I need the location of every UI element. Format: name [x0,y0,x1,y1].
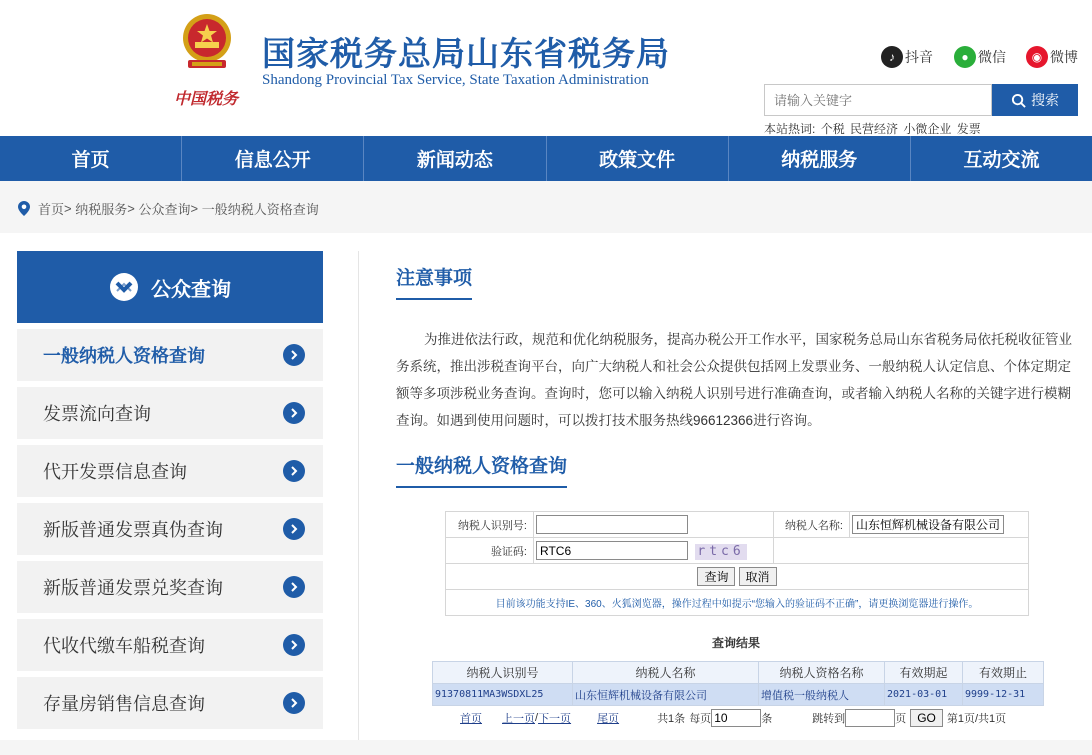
result-table [432,661,1044,706]
wechat-icon: ● [954,46,976,68]
cell-valid-from: 2021-03-01 [885,684,963,706]
column-header: 纳税人资格名称 [759,662,885,684]
sidebar [17,251,323,729]
notice-text: 为推进依法行政，规范和优化纳税服务，提高办税公开工作水平，国家税务总局山东省税务局依托税收征管业务系统，推出涉税查询平台，向广大纳税人和社会公众提供包括网上发票业务、一般纳税人认定信息、个体定期定额等多项涉税业务查询。查询时，您可以输入纳税人识别号进行准确查询，或者输入纳税人名称的关键字进行模糊查询。如遇到使用问题时，可以拨打技术服务热线96612366进行咨询。 [396,332,1072,428]
brand-calligraphy: 中国税务 [174,89,239,108]
jump-label: 跳转到 [812,713,846,725]
prev-page-link[interactable]: 上一页 [502,713,535,725]
chevron-right-icon [283,402,305,424]
chevron-right-icon [283,692,305,714]
query-title: 一般纳税人资格查询 [396,451,567,488]
table-row[interactable] [433,684,1044,706]
taxpayer-id-label: 纳税人识别号: [446,512,534,538]
browser-tip: 目前该功能支持IE、360、火狐浏览器，操作过程中如提示“您输入的验证码不正确”，请更换浏览器进行操作。 [446,590,1029,616]
table-header-row [433,662,1044,684]
breadcrumb: 首页 > 纳税服务 > 公众查询 > 一般纳税人资格查询 [18,199,319,218]
footer-strip [0,740,1092,755]
national-emblem-icon [170,12,244,74]
sidebar-item-label: 代开发票信息查询 [43,462,187,482]
cell-taxpayer-name: 山东恒辉机械设备有限公司 [573,684,759,706]
breadcrumb-public-query[interactable]: 公众查询 [138,202,191,217]
sidebar-header [17,251,323,323]
column-header: 纳税人识别号 [433,662,573,684]
chevron-right-icon [283,460,305,482]
site-title: 国家税务总局山东省税务局 [262,34,670,73]
notice-title: 注意事项 [396,263,472,300]
column-header: 有效期起 [885,662,963,684]
breadcrumb-bar [0,181,1092,233]
total-count: 共1条 [657,713,686,725]
cancel-button[interactable]: 取消 [739,567,777,586]
query-form [445,511,1029,616]
cell-taxpayer-id: 91370811MA3WSDXL25 [433,684,573,706]
breadcrumb-current[interactable]: 一般纳税人资格查询 [201,202,319,217]
location-pin-icon [18,201,30,216]
main-nav [0,136,1092,181]
first-page-link[interactable]: 首页 [460,713,482,725]
result-title: 查询结果 [711,636,760,650]
go-button[interactable]: GO [910,709,943,727]
wechat-label: 微信 [978,49,1006,65]
search-icon [1011,93,1026,108]
weibo-link[interactable] [1026,46,1078,68]
chevron-right-icon [283,634,305,656]
hotwords [764,120,981,137]
nav-item-info[interactable]: 信息公开 [182,136,364,181]
query-logo-icon [109,272,139,302]
column-header: 有效期止 [963,662,1044,684]
sidebar-item-house-sales[interactable] [17,677,323,729]
sidebar-item-label: 新版普通发票真伪查询 [43,520,223,540]
sidebar-title: 公众查询 [151,278,231,301]
per-page-label: 每页 [689,713,712,725]
search-button-label: 搜索 [1031,92,1059,108]
chevron-right-icon [283,344,305,366]
search-button[interactable] [992,84,1078,116]
site-title-en: Shandong Provincial Tax Service, State Taxation Administration [262,72,649,88]
nav-item-interaction[interactable]: 互动交流 [963,150,1040,171]
breadcrumb-home[interactable]: 首页 [38,202,65,217]
jump-unit: 页 [895,713,907,725]
sidebar-item-label: 存量房销售信息查询 [43,694,205,714]
sidebar-item-vehicle-tax[interactable] [17,619,323,671]
captcha-label: 验证码: [446,538,534,564]
sidebar-item-invoice-verify[interactable] [17,503,323,555]
hotword-link[interactable]: 小微企业 [903,122,952,136]
taxpayer-name-label: 纳税人名称: [774,512,850,538]
hotwords-label: 本站热词: [764,122,816,136]
nav-item-home[interactable]: 首页 [0,136,182,181]
breadcrumb-service[interactable]: 纳税服务 [75,202,128,217]
sidebar-item-invoice-lottery[interactable] [17,561,323,613]
douyin-link[interactable] [881,46,933,68]
weibo-icon: ◉ [1026,46,1048,68]
main-content [396,251,1076,725]
site-header [0,0,1092,136]
sidebar-item-label: 一般纳税人资格查询 [43,346,205,366]
sidebar-item-general-taxpayer[interactable] [17,329,323,381]
pagination: 首页 上一页 / 下一页 尾页 共1条 每页 10 条 跳转到 页 GO 第1页/共1页 [432,709,1044,727]
sidebar-item-label: 新版普通发票兑奖查询 [43,578,223,598]
taxpayer-name-input[interactable] [852,515,1004,534]
nav-item-service[interactable]: 纳税服务 [729,136,911,181]
column-header: 纳税人名称 [573,662,759,684]
douyin-icon: ♪ [881,46,903,68]
per-page-input[interactable] [711,709,761,727]
page-info: 第1页/共1页 [946,713,1007,725]
search-input[interactable] [764,84,992,116]
weibo-label: 微博 [1050,49,1078,65]
cell-valid-to: 9999-12-31 [963,684,1044,706]
sidebar-item-label: 发票流向查询 [43,404,151,424]
captcha-input[interactable] [536,541,688,560]
hotword-link[interactable]: 个税 [820,122,845,136]
hotword-link[interactable]: 民营经济 [850,122,899,136]
sidebar-item-issued-invoice[interactable] [17,445,323,497]
next-page-link[interactable]: 下一页 [538,713,572,725]
chevron-right-icon [283,518,305,540]
nav-item-news[interactable]: 新闻动态 [364,136,546,181]
chevron-right-icon [283,576,305,598]
douyin-label: 抖音 [905,49,933,65]
sidebar-item-invoice-flow[interactable] [17,387,323,439]
cell-qualification: 增值税一般纳税人 [759,684,885,706]
captcha-image[interactable]: rtc6 [695,544,747,560]
sidebar-item-label: 代收代缴车船税查询 [43,636,205,656]
nav-item-policy[interactable]: 政策文件 [547,136,729,181]
taxpayer-id-input[interactable] [536,515,688,534]
content-divider [358,251,359,741]
submit-query-button[interactable]: 查询 [697,567,735,586]
per-page-unit: 条 [761,713,773,725]
jump-page-input[interactable] [845,709,895,727]
last-page-link[interactable]: 尾页 [597,713,620,725]
wechat-link[interactable] [954,46,1006,68]
hotword-link[interactable]: 发票 [956,122,981,136]
